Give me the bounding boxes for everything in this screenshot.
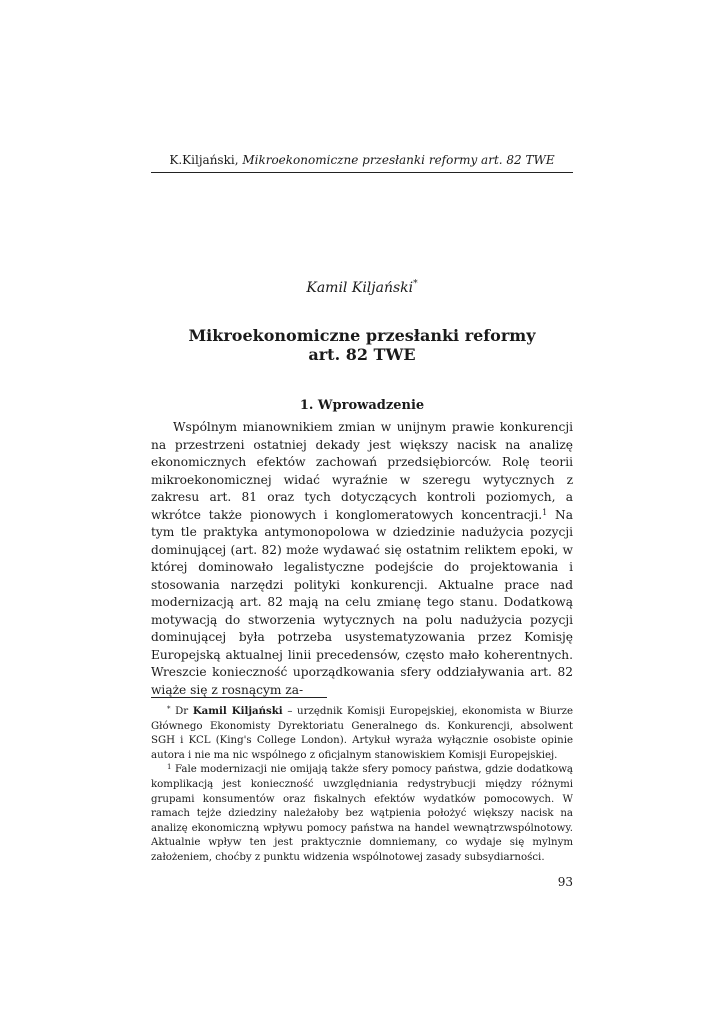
body-paragraph <box>151 419 573 699</box>
footnote-star-marker: * <box>167 705 171 713</box>
section-heading: 1. Wprowadzenie <box>299 398 425 413</box>
running-head <box>151 152 573 168</box>
title-line-2: art. 82 TWE <box>308 345 416 364</box>
footnotes <box>151 704 573 866</box>
footnote-star <box>151 704 573 763</box>
footnote-rule <box>151 697 327 698</box>
footnote-1 <box>151 763 573 865</box>
author-line <box>151 279 573 297</box>
footnote-star-prefix: Dr <box>170 706 193 717</box>
author-footnote-marker: * <box>413 279 418 289</box>
article-title <box>171 326 553 364</box>
footnote-star-name: Kamil Kiljański <box>192 705 283 717</box>
footnote-star-text: – urzędnik Komisji Europejskiej, ekonomista w Biurze Głównego Ekonomisty Dyrektoriatu Generalnego ds. Konkurencji, absolwent SGH i KCL (King's College London). Artykuł wyraża wyłącznie osobiste opinie autora i nie ma nic wspólnego z oficjalnym stanowiskiem Komisji Europejskiej. <box>151 706 574 761</box>
body-text-part-1: Wspólnym mianownikiem zmian w unijnym prawie konkurencji na przestrzeni ostatniej dekady jest większy nacisk na analizę ekonomicznych efektów zachowań przedsiębiorców. Rolę teorii mikroekonomicznej widać wyraźnie w szeregu wytycznych z zakresu art. 81 oraz tych dotyczących kontroli poziomych, a wkrótce także pionowych i konglomeratowych koncentracji. <box>151 420 573 522</box>
author-name: Kamil Kiljański <box>306 280 414 296</box>
footnote-reference-1: 1 <box>542 507 548 517</box>
body-text-part-2: Na tym tle praktyka antymonopolowa w dziedzinie nadużycia pozycji dominującej (art. 82) może wydawać się ostatnim reliktem epoki, w której dominowało legalistyczne podejście do projektowania i stosowania narzędzi polityki konkurencji. Aktualne prace nad modernizacją art. 82 mają na celu zmianę tego stanu. Dodatkową motywacją do stworzenia wytycznych na polu nadużycia pozycji dominującej była potrzeba usystematyzowania przez Komisję Europejską aktualnej linii precedensów, często mało koherentnych. Wreszcie konieczność uporządkowania sfery oddziaływania art. 82 wiąże się z rosnącym za- <box>151 507 573 697</box>
page-number: 93 <box>557 875 573 889</box>
title-line-1: Mikroekonomiczne przesłanki reformy <box>188 326 536 345</box>
header-rule <box>151 172 573 173</box>
running-head-author: K.Kiljański, <box>169 153 243 167</box>
footnote-1-marker: 1 <box>167 763 172 772</box>
running-head-title: Mikroekonomiczne przesłanki reformy art. 82 TWE <box>242 153 555 167</box>
footnote-1-text: Fale modernizacji nie omijają także sfery pomocy państwa, gdzie dodatkową komplikacją jest konieczność uwzględniania redystrybucji między różnymi grupami konsumentów oraz fiskalnych efektów wydatków pomocowych. W ramach tejże dziedziny należałoby bez wątpienia położyć większy nacisk na analizę ekonomiczną wpływu pomocy państwa na handel wewnątrzwspólnotowy. Aktualnie wpływ ten jest praktycznie domniemany, co wydaje się mylnym założeniem, choćby z punktu widzenia wspólnotowej zasady subsydiarności. <box>151 764 573 863</box>
